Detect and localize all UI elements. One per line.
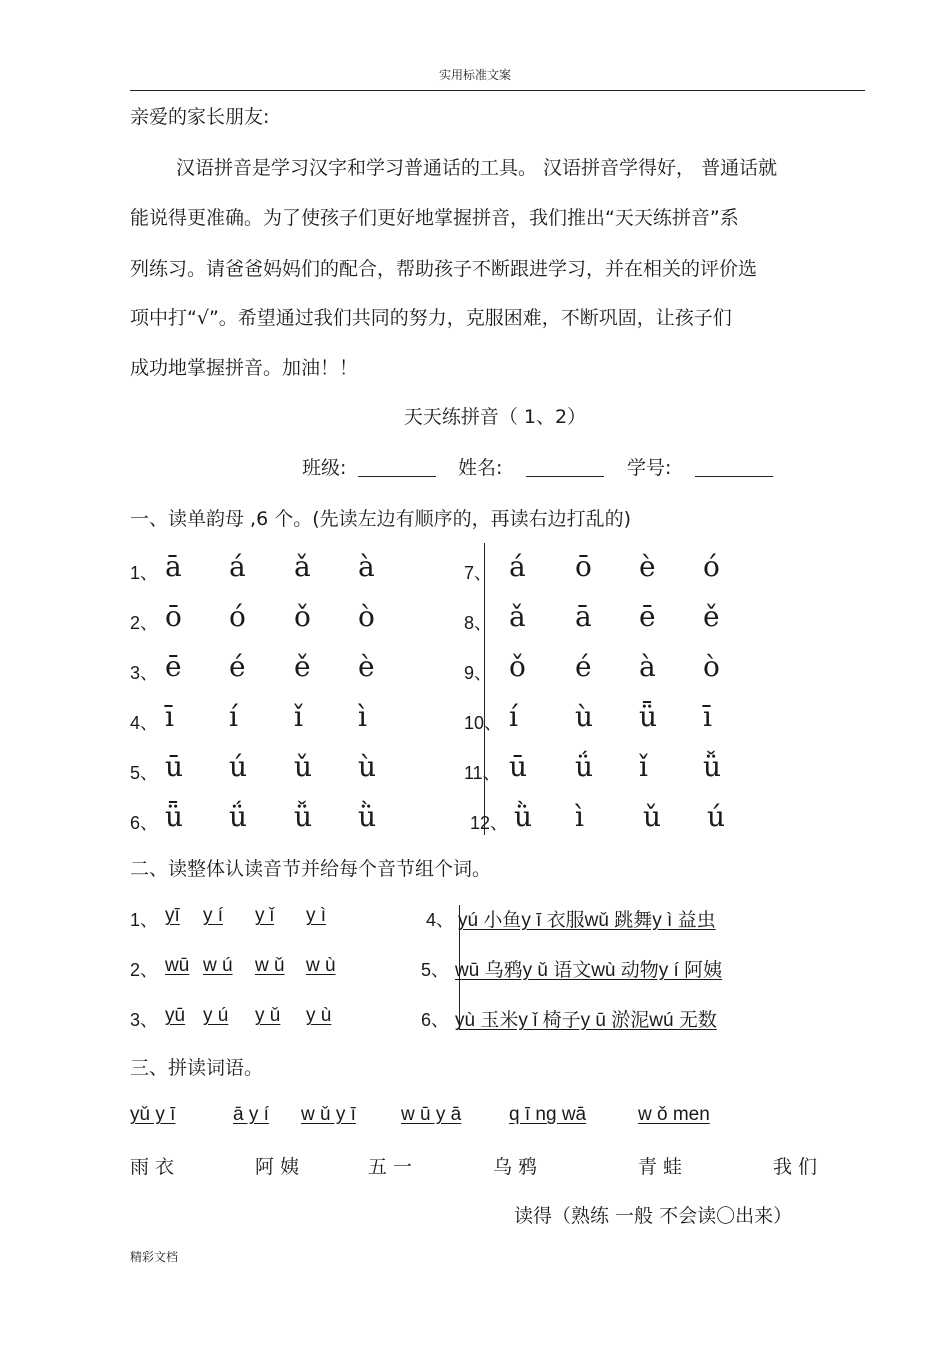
vowel: ī [165, 700, 174, 733]
vowel: ì [358, 700, 367, 733]
row-number: 5、 [421, 960, 450, 980]
word-hanzi: 雨 衣 [130, 1156, 175, 1178]
row-number: 6、 [130, 813, 159, 833]
vowel: ó [703, 550, 720, 583]
row-number: 2、 [130, 960, 159, 980]
word-pinyin: w ǒ men [638, 1104, 710, 1125]
row-number: 11、 [464, 763, 501, 783]
vowel: ì [575, 800, 584, 833]
syllable: w ú [203, 955, 233, 976]
vowel: ū [509, 750, 528, 783]
vowel: ò [703, 650, 720, 683]
row-number: 3、 [130, 663, 159, 683]
syllable: y ǐ [255, 905, 274, 926]
row-number: 1、 [130, 563, 159, 583]
vowel: ū [165, 750, 184, 783]
vowel: é [229, 650, 246, 683]
vowel: ǖ [165, 800, 184, 833]
word-line: yú 小鱼y ī 衣服wǔ 跳舞y ì 益虫 [458, 910, 716, 931]
word-pinyin: w ū y ā [401, 1104, 462, 1125]
section-2-heading: 二、读整体认读音节并给每个音节组个词。 [130, 858, 492, 880]
vowel: ǒ [509, 650, 526, 683]
intro-line-4: 项中打“√”。希望通过我们共同的努力，克服困难，不断巩固，让孩子们 [130, 307, 732, 329]
syllable: wū [165, 955, 190, 976]
vowel: è [639, 550, 656, 583]
student-id-label: 学号: [627, 457, 672, 479]
vowel: ò [358, 600, 375, 633]
vowel: ē [165, 650, 182, 683]
vowel: ě [703, 600, 720, 633]
syllable: y ì [306, 905, 327, 926]
vowel: ǒ [294, 600, 311, 633]
student-id-field[interactable] [695, 476, 773, 477]
row-number: 5、 [130, 763, 159, 783]
vowel: á [229, 550, 246, 583]
vowel: à [358, 550, 375, 583]
vowel: ā [575, 600, 592, 633]
class-field[interactable] [358, 476, 436, 477]
row-number: 3、 [130, 1010, 159, 1030]
vowel: ǖ [639, 700, 658, 733]
vowel: ō [165, 600, 182, 633]
intro-line-3: 列练习。请爸爸妈妈们的配合，帮助孩子不断跟进学习，并在相关的评价选 [130, 258, 758, 280]
word-pinyin: q ī ng wā [509, 1104, 587, 1125]
syllable: y ù [306, 1005, 332, 1026]
vowel: ó [229, 600, 246, 633]
page-header: 实用标准文案 [438, 68, 511, 82]
row-number: 9、 [464, 663, 493, 683]
vowel: ē [639, 600, 656, 633]
row-number: 4、 [426, 910, 455, 930]
syllable: w ǔ [255, 955, 285, 976]
syllable: w ù [306, 955, 336, 976]
vowel: ǜ [514, 800, 533, 833]
word-hanzi: 青 蛙 [638, 1156, 683, 1178]
intro-line-1: 汉语拼音是学习汉字和学习普通话的工具。 汉语拼音学得好， 普通话就 [176, 157, 778, 179]
vowel: á [509, 550, 526, 583]
word-hanzi: 乌 鸦 [493, 1156, 538, 1178]
page-footer: 精彩文档 [130, 1250, 179, 1264]
vowel: ǚ [703, 750, 722, 783]
vowel: ǔ [294, 750, 313, 783]
greeting: 亲爱的家长朋友: [130, 106, 270, 128]
syllable: yū [165, 1005, 186, 1026]
row-number: 1、 [130, 910, 159, 930]
row-number: 8、 [464, 613, 493, 633]
word-hanzi: 阿 姨 [255, 1156, 300, 1178]
class-label: 班级: [302, 457, 347, 479]
name-field[interactable] [526, 476, 604, 477]
vowel: ī [703, 700, 712, 733]
syllable: yī [165, 905, 180, 926]
vowel: é [575, 650, 592, 683]
vowel: ō [575, 550, 592, 583]
intro-line-2: 能说得更准确。为了使孩子们更好地掌握拼音，我们推出“天天练拼音”系 [130, 207, 739, 229]
vowel: ù [575, 700, 594, 733]
syllable: y ú [203, 1005, 229, 1026]
word-pinyin: yǔ y ī [130, 1104, 176, 1125]
vowel: ě [294, 650, 311, 683]
intro-line-5: 成功地掌握拼音。加油！！ [130, 357, 359, 379]
vowel: í [509, 700, 518, 733]
vowel: è [358, 650, 375, 683]
vowel: ǎ [509, 600, 526, 633]
vowel: ǜ [358, 800, 377, 833]
word-pinyin: ā y í [233, 1104, 269, 1125]
vowel: í [229, 700, 238, 733]
vowel: à [639, 650, 656, 683]
vowel: ǐ [639, 750, 648, 783]
name-label: 姓名: [458, 457, 503, 479]
vowel: ǘ [229, 800, 248, 833]
vowel: ú [229, 750, 248, 783]
column-divider [484, 543, 485, 835]
vowel: ǔ [643, 800, 662, 833]
vowel: ǘ [575, 750, 594, 783]
syllable: y ǔ [255, 1005, 281, 1026]
row-number: 2、 [130, 613, 159, 633]
row-number: 4、 [130, 713, 159, 733]
vowel: ǐ [294, 700, 303, 733]
worksheet-title: 天天练拼音（ 1、2） [403, 406, 587, 428]
vowel: ǎ [294, 550, 311, 583]
vowel: ù [358, 750, 377, 783]
row-number: 12、 [470, 813, 509, 833]
word-pinyin: w ǔ y ī [301, 1104, 356, 1125]
row-number: 10、 [464, 713, 503, 733]
syllable: y í [203, 905, 224, 926]
word-line: yù 玉米y ǐ 椅子y ū 淤泥wú 无数 [455, 1010, 717, 1031]
section-3-heading: 三、拼读词语。 [130, 1057, 264, 1079]
word-hanzi: 我 们 [773, 1156, 818, 1178]
word-hanzi: 五 一 [368, 1156, 413, 1178]
row-number: 6、 [421, 1010, 450, 1030]
rating-line: 读得（熟练 一般 不会读〇出来） [514, 1205, 793, 1227]
row-number: 7、 [464, 563, 493, 583]
vowel: ǚ [294, 800, 313, 833]
word-line: wū 乌鸦y ǔ 语文wù 动物y í 阿姨 [455, 960, 723, 981]
header-rule [130, 90, 865, 91]
vowel: ā [165, 550, 182, 583]
vowel: ú [707, 800, 726, 833]
section-1-heading: 一、读单韵母 ,6 个。(先读左边有顺序的，再读右边打乱的) [130, 508, 632, 530]
